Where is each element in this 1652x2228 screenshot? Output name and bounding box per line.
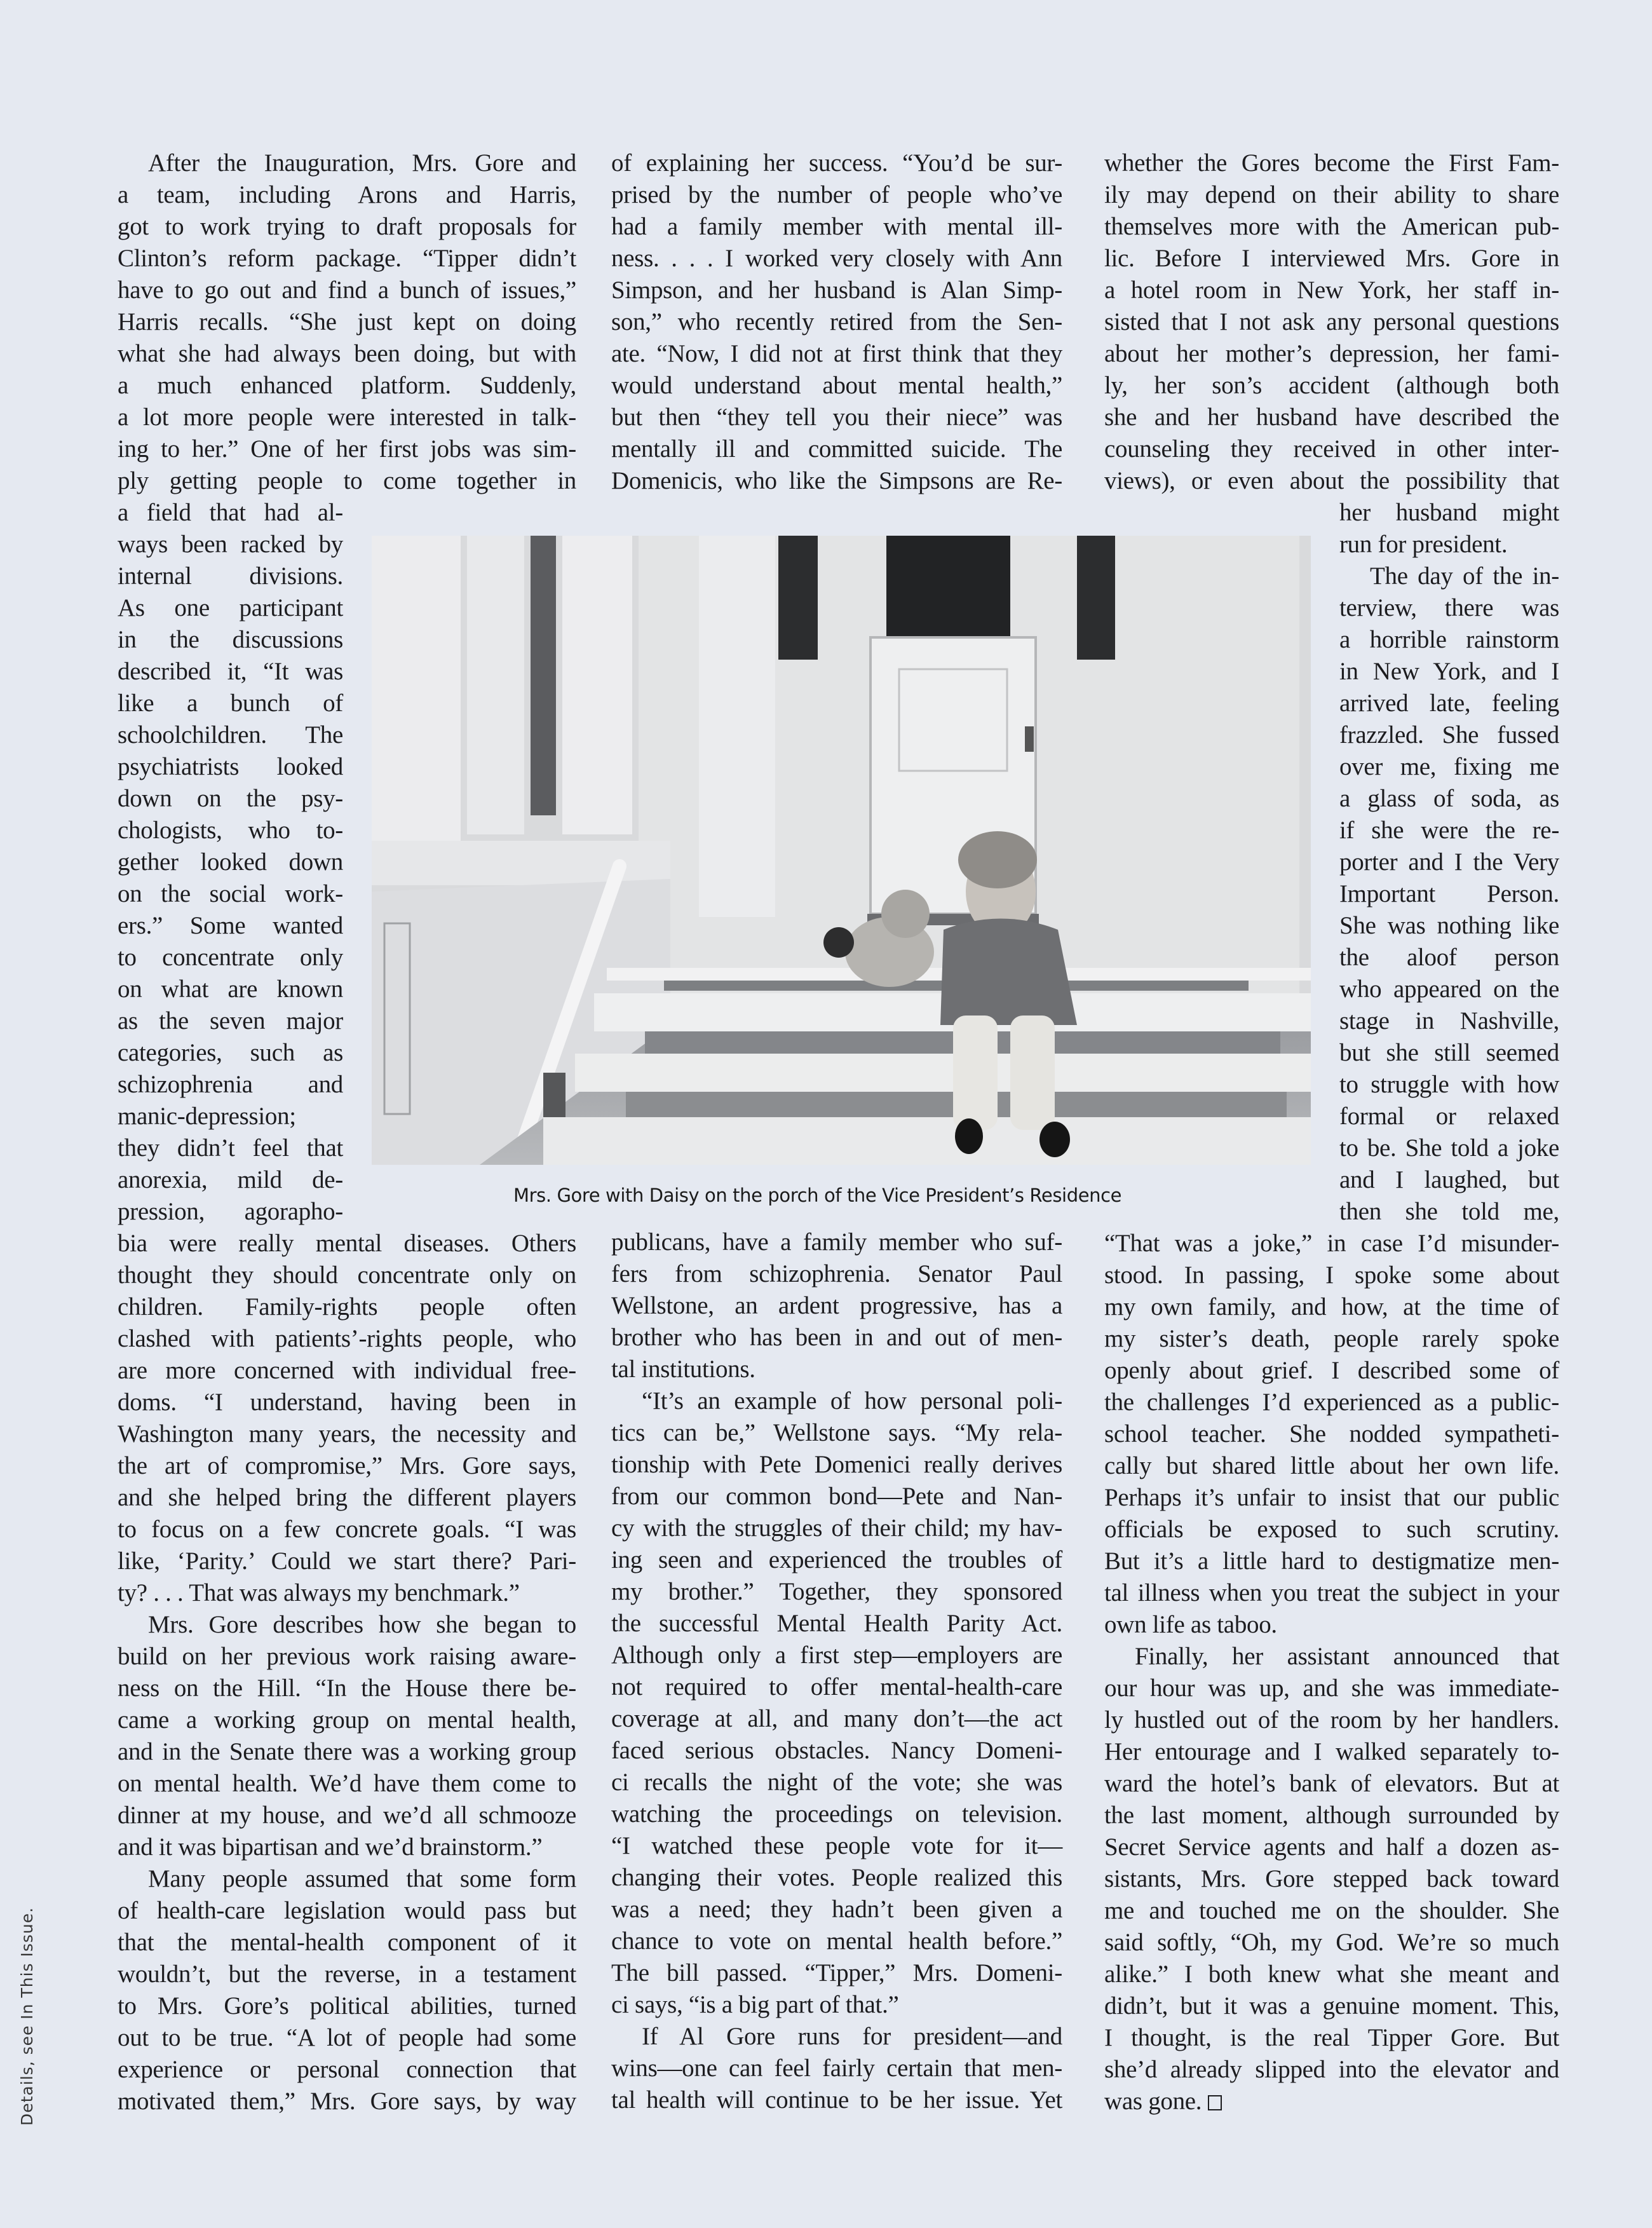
text-line: wouldn’t, but the reverse, in a testament <box>118 1960 576 1988</box>
text-line: Although only a first step—employers are <box>611 1641 1062 1669</box>
text-line: to Mrs. Gore’s political abilities, turned <box>118 1992 576 2020</box>
text-line: ate. “Now, I did not at first think that they <box>611 340 1062 367</box>
text-line: prised by the number of people who’ve <box>611 181 1062 208</box>
text-line: like a bunch of <box>118 689 343 717</box>
text-line: Clinton’s reform package. “Tipper didn’t <box>118 245 576 272</box>
photo-caption: Mrs. Gore with Daisy on the porch of the Vice President’s Residence <box>513 1185 1122 1206</box>
text-line: ward the hotel’s bank of elevators. But at <box>1104 1770 1559 1797</box>
text-line: chologists, who to- <box>118 817 343 844</box>
text-line: a team, including Arons and Harris, <box>118 181 576 208</box>
text-line: to struggle with how <box>1339 1071 1559 1098</box>
margin-note: Details, see In This Issue. <box>18 1906 36 2126</box>
text-line: came a working group on mental health, <box>118 1706 576 1734</box>
text-line: Important Person. <box>1339 880 1559 907</box>
text-line: cally but shared little about her own life. <box>1104 1452 1559 1479</box>
text-line: my brother.” Together, they sponsored <box>611 1578 1062 1605</box>
text-line: to concentrate only <box>118 944 343 971</box>
text-line: tics can be,” Wellstone says. “My rela- <box>611 1419 1062 1446</box>
text-line: watching the proceedings on television. <box>611 1800 1062 1828</box>
text-line: me and touched me on the shoulder. She <box>1104 1897 1559 1924</box>
text-line: she and her husband have described the <box>1104 404 1559 431</box>
text-line: wins—one can feel fairly certain that men- <box>611 2055 1062 2082</box>
text-line: that the mental-health component of it <box>118 1929 576 1956</box>
text-line: run for president. <box>1339 531 1508 558</box>
text-line: of health-care legislation would pass but <box>118 1897 576 1924</box>
text-line: After the Inauguration, Mrs. Gore and <box>148 149 576 177</box>
text-line: ci says, “is a big part of that.” <box>611 1991 899 2018</box>
text-line: then she told me, <box>1339 1198 1559 1225</box>
text-line: motivated them,” Mrs. Gore says, by way <box>118 2088 576 2115</box>
text-line: thought they should concentrate only on <box>118 1261 576 1289</box>
text-line: categories, such as <box>118 1039 343 1066</box>
text-line: ty? . . . That was always my benchmark.” <box>118 1579 520 1606</box>
text-line: ply getting people to come together in <box>118 467 576 494</box>
text-line: manic-depression; <box>118 1103 296 1130</box>
text-line: was gone. <box>1104 2086 1559 2117</box>
text-line: The day of the in- <box>1370 562 1559 590</box>
text-line: and she helped bring the different players <box>118 1484 576 1511</box>
text-line: ers.” Some wanted <box>118 912 343 939</box>
text-line: Domenicis, who like the Simpsons are Re- <box>611 467 1062 494</box>
text-line: build on her previous work raising aware- <box>118 1643 576 1670</box>
porch-photo <box>372 536 1311 1165</box>
end-mark-icon <box>1208 2095 1222 2110</box>
text-line: have to go out and find a bunch of issues,” <box>118 276 576 304</box>
text-line: If Al Gore runs for president—and <box>642 2023 1062 2050</box>
text-line: ly, her son’s accident (although both <box>1104 372 1559 399</box>
text-line: sisted that I not ask any personal questions <box>1104 308 1559 336</box>
text-line: but she still seemed <box>1339 1039 1559 1066</box>
text-line: But it’s a little hard to destigmatize men- <box>1104 1547 1559 1575</box>
text-line: whether the Gores become the First Fam- <box>1104 149 1559 177</box>
text-line: themselves more with the American pub- <box>1104 213 1559 240</box>
text-line: the challenges I’d experienced as a public- <box>1104 1389 1559 1416</box>
text-line: not required to offer mental-health-care <box>611 1673 1062 1701</box>
porch-photo-image <box>372 536 1311 1165</box>
text-line: Wellstone, an ardent progressive, has a <box>611 1292 1062 1319</box>
text-line: experience or personal connection that <box>118 2056 576 2083</box>
text-line: who appeared on the <box>1339 975 1559 1003</box>
text-line: Her entourage and I walked separately to- <box>1104 1738 1559 1765</box>
text-line: a hotel room in New York, her staff in- <box>1104 276 1559 304</box>
text-line: our hour was up, and she was immediate- <box>1104 1674 1559 1702</box>
text-line: views), or even about the possibility that <box>1104 467 1559 494</box>
text-line: children. Family-rights people often <box>118 1293 576 1321</box>
text-line: the last moment, although surrounded by <box>1104 1802 1559 1829</box>
text-line: alike.” I both knew what she meant and <box>1104 1960 1559 1988</box>
text-line: faced serious obstacles. Nancy Domeni- <box>611 1737 1062 1764</box>
text-line: anorexia, mild de- <box>118 1166 343 1193</box>
text-line: ing to her.” One of her first jobs was sim- <box>118 435 576 463</box>
text-line: what she had always been doing, but with <box>118 340 576 367</box>
text-line: tal health will continue to be her issue. Yet <box>611 2086 1062 2114</box>
text-line: they didn’t feel that <box>118 1134 343 1162</box>
text-line: Washington many years, the necessity and <box>118 1420 576 1448</box>
text-line: a lot more people were interested in talk- <box>118 404 576 431</box>
text-line: and I laughed, but <box>1339 1166 1559 1193</box>
text-line: clashed with patients’-rights people, who <box>118 1325 576 1352</box>
text-line: ci recalls the night of the vote; she was <box>611 1769 1062 1796</box>
text-line: got to work trying to draft proposals for <box>118 213 576 240</box>
text-line: on mental health. We’d have them come to <box>118 1770 576 1797</box>
text-line: school teacher. She nodded sympatheti- <box>1104 1420 1559 1448</box>
text-line: lic. Before I interviewed Mrs. Gore in <box>1104 245 1559 272</box>
text-line: changing their votes. People realized this <box>611 1864 1062 1891</box>
text-line: and it was bipartisan and we’d brainstorm.” <box>118 1833 543 1861</box>
text-line: terview, there was <box>1339 594 1559 622</box>
text-line: the aloof person <box>1339 944 1559 971</box>
text-line: the successful Mental Health Parity Act. <box>611 1610 1062 1637</box>
text-line: on the social work- <box>118 880 343 907</box>
text-line: ness on the Hill. “In the House there be- <box>118 1674 576 1702</box>
text-line: schizophrenia and <box>118 1071 343 1098</box>
text-line: her husband might <box>1339 499 1559 526</box>
text-line: of explaining her success. “You’d be sur- <box>611 149 1062 177</box>
text-line: ly hustled out of the room by her handlers. <box>1104 1706 1559 1734</box>
text-line: on what are known <box>118 975 343 1003</box>
text-line: a much enhanced platform. Suddenly, <box>118 372 576 399</box>
text-line: stage in Nashville, <box>1339 1007 1559 1035</box>
text-line: to be. She told a joke <box>1339 1134 1559 1162</box>
text-line: Harris recalls. “She just kept on doing <box>118 308 576 336</box>
text-line: my sister’s death, people rarely spoke <box>1104 1325 1559 1352</box>
text-line: ways been racked by <box>118 531 343 558</box>
text-line: was a need; they hadn’t been given a <box>611 1896 1062 1923</box>
text-line: in the discussions <box>118 626 343 653</box>
text-line: Simpson, and her husband is Alan Simp- <box>611 276 1062 304</box>
text-line: “It’s an example of how personal poli- <box>642 1387 1062 1415</box>
text-line: counseling they received in other inter- <box>1104 435 1559 463</box>
text-line: tal illness when you treat the subject in your <box>1104 1579 1559 1606</box>
text-line: to focus on a few concrete goals. “I was <box>118 1516 576 1543</box>
text-line: over me, fixing me <box>1339 753 1559 780</box>
text-line: mentally ill and committed suicide. The <box>611 435 1062 463</box>
text-line: ing seen and experienced the troubles of <box>611 1546 1062 1573</box>
text-line: doms. “I understand, having been in <box>118 1389 576 1416</box>
text-line: own life as taboo. <box>1104 1611 1277 1638</box>
text-line: brother who has been in and out of men- <box>611 1324 1062 1351</box>
text-line: I thought, is the real Tipper Gore. But <box>1104 2024 1559 2051</box>
text-line: gether looked down <box>118 848 343 876</box>
text-line: tal institutions. <box>611 1355 755 1383</box>
text-line: cy with the struggles of their child; my hav- <box>611 1514 1062 1542</box>
text-line: arrived late, feeling <box>1339 689 1559 717</box>
text-line: down on the psy- <box>118 785 343 812</box>
text-line: internal divisions. <box>118 562 343 590</box>
text-line: are more concerned with individual free- <box>118 1357 576 1384</box>
text-line: bia were really mental diseases. Others <box>118 1230 576 1257</box>
text-line: Secret Service agents and half a dozen as- <box>1104 1833 1559 1861</box>
text-line: sistants, Mrs. Gore stepped back toward <box>1104 1865 1559 1892</box>
text-line: but then “they tell you their niece” was <box>611 404 1062 431</box>
text-line: publicans, have a family member who suf- <box>611 1228 1062 1256</box>
text-line: would understand about mental health,” <box>611 372 1062 399</box>
text-line: Perhaps it’s unfair to insist that our public <box>1104 1484 1559 1511</box>
text-line: dinner at my house, and we’d all schmooze <box>118 1802 576 1829</box>
text-line: pression, agorapho- <box>118 1198 343 1225</box>
text-line: schoolchildren. The <box>118 721 343 749</box>
text-line: a glass of soda, as <box>1339 785 1559 812</box>
text-line: ness. . . . I worked very closely with Ann <box>611 245 1062 272</box>
text-line: coverage at all, and many don’t—the act <box>611 1705 1062 1732</box>
text-line: described it, “It was <box>118 658 343 685</box>
text-line: tionship with Pete Domenici really derives <box>611 1451 1062 1478</box>
text-line: she’d already slipped into the elevator and <box>1104 2056 1559 2083</box>
text-line: formal or relaxed <box>1339 1103 1559 1130</box>
text-line: “That was a joke,” in case I’d misunder- <box>1104 1230 1559 1257</box>
text-line: As one participant <box>118 594 343 622</box>
text-line: and in the Senate there was a working group <box>118 1738 576 1765</box>
text-line: like, ‘Parity.’ Could we start there? Pari- <box>118 1547 576 1575</box>
text-line: Mrs. Gore describes how she began to <box>148 1611 576 1638</box>
text-line: the art of compromise,” Mrs. Gore says, <box>118 1452 576 1479</box>
text-line: out to be true. “A lot of people had some <box>118 2024 576 2051</box>
text-line: a field that had al- <box>118 499 343 526</box>
text-line: had a family member with mental ill- <box>611 213 1062 240</box>
text-line: said softly, “Oh, my God. We’re so much <box>1104 1929 1559 1956</box>
text-line: frazzled. She fussed <box>1339 721 1559 749</box>
text-line: Many people assumed that some form <box>148 1865 576 1892</box>
text-line: porter and I the Very <box>1339 848 1559 876</box>
text-line: in New York, and I <box>1339 658 1559 685</box>
text-line: my own family, and how, at the time of <box>1104 1293 1559 1321</box>
text-line: The bill passed. “Tipper,” Mrs. Domeni- <box>611 1959 1062 1987</box>
text-line: son,” who recently retired from the Sen- <box>611 308 1062 336</box>
text-line: chance to vote on mental health before.” <box>611 1927 1062 1955</box>
text-line: Finally, her assistant announced that <box>1135 1643 1559 1670</box>
text-line: fers from schizophrenia. Senator Paul <box>611 1260 1062 1287</box>
text-line: didn’t, but it was a genuine moment. This, <box>1104 1992 1559 2020</box>
text-line: from our common bond—Pete and Nan- <box>611 1483 1062 1510</box>
text-line: a horrible rainstorm <box>1339 626 1559 653</box>
text-line: “I watched these people vote for it— <box>611 1832 1062 1859</box>
text-line: openly about grief. I described some of <box>1104 1357 1559 1384</box>
text-line: as the seven major <box>118 1007 343 1035</box>
text-line: officials be exposed to such scrutiny. <box>1104 1516 1559 1543</box>
text-line: about her mother’s depression, her fami- <box>1104 340 1559 367</box>
text-line: She was nothing like <box>1339 912 1559 939</box>
text-line: psychiatrists looked <box>118 753 343 780</box>
text-line: if she were the re- <box>1339 817 1559 844</box>
text-line: stood. In passing, I spoke some about <box>1104 1261 1559 1289</box>
text-line: ily may depend on their ability to share <box>1104 181 1559 208</box>
